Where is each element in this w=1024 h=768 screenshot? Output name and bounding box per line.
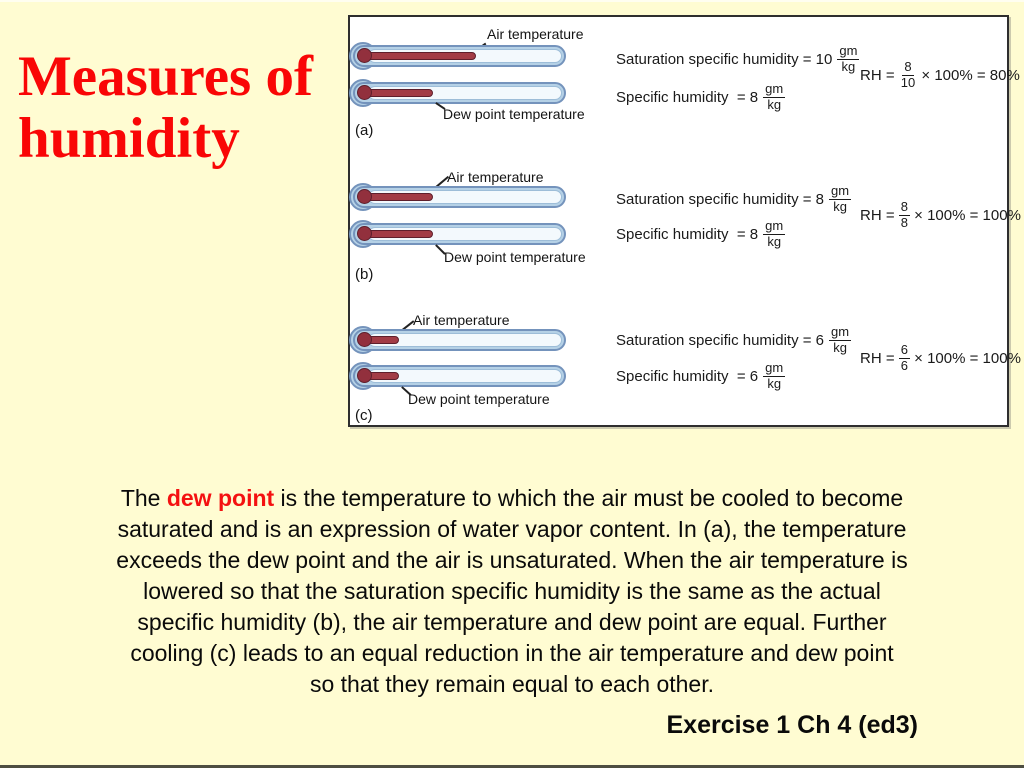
thermometer-air-a bbox=[353, 45, 566, 67]
air-temperature-label-c: Air temperature bbox=[413, 312, 510, 328]
thermometer-bulb bbox=[357, 85, 372, 100]
saturation-humidity-equation-c bbox=[616, 323, 851, 357]
thermometer-dew-c bbox=[353, 365, 566, 387]
slide-top-edge bbox=[0, 0, 1024, 2]
body-text-segment: is the temperature to which the air must be cooled to become bbox=[274, 485, 904, 511]
body-line: saturated and is an expression of water vapor content. In (a), the temperature bbox=[117, 516, 907, 542]
equation-text: × 100% = 100% bbox=[910, 349, 1021, 367]
body-line bbox=[32, 483, 992, 514]
equation-text: Specific humidity = 8 bbox=[616, 88, 759, 106]
thermometer-dew-b bbox=[353, 223, 566, 245]
body-line: so that they remain equal to each other. bbox=[309, 671, 715, 697]
body-text-segment: The bbox=[120, 485, 167, 511]
equation-text: RH = bbox=[860, 206, 899, 224]
thermometer-bulb bbox=[357, 332, 372, 347]
equation-text: RH = bbox=[860, 349, 899, 367]
air-temperature-label-b: Air temperature bbox=[447, 169, 544, 185]
rh-fraction: $\frac{8}{8}$ bbox=[900, 199, 908, 230]
equation-text: RH = bbox=[860, 66, 899, 84]
equation-text: × 100% = 80% bbox=[917, 66, 1020, 84]
rh-equation-b bbox=[860, 198, 1021, 232]
unit-fraction: $\frac{gm}{kg}$ bbox=[765, 218, 784, 249]
rh-fraction: $\frac{8}{10}$ bbox=[900, 59, 916, 90]
page-title bbox=[18, 46, 313, 170]
specific-humidity-equation-a bbox=[616, 80, 785, 114]
equation-text: Saturation specific humidity = 8 bbox=[616, 190, 825, 208]
body-paragraph bbox=[32, 483, 992, 700]
body-line: exceeds the dew point and the air is unsaturated. When the air temperature is bbox=[116, 547, 908, 573]
thermometer-air-c bbox=[353, 329, 566, 351]
thermometer-bulb bbox=[357, 189, 372, 204]
saturation-humidity-equation-b bbox=[616, 182, 851, 216]
unit-fraction: $\frac{gm}{kg}$ bbox=[839, 43, 858, 74]
mercury-column bbox=[361, 52, 476, 60]
dew-point-label-c: Dew point temperature bbox=[408, 391, 550, 407]
thermometer-bulb bbox=[357, 226, 372, 241]
panel-letter-c: (c) bbox=[355, 407, 373, 424]
saturation-humidity-equation-a bbox=[616, 42, 859, 76]
rh-fraction: $\frac{6}{6}$ bbox=[900, 342, 908, 373]
equation-text: × 100% = 100% bbox=[910, 206, 1021, 224]
exercise-reference: Exercise 1 Ch 4 (ed3) bbox=[666, 711, 918, 739]
page-title-line2: humidity bbox=[18, 107, 240, 170]
unit-fraction: $\frac{gm}{kg}$ bbox=[831, 183, 850, 214]
body-line: lowered so that the saturation specific humidity is the same as the actual bbox=[143, 578, 881, 604]
thermometer-bulb bbox=[357, 368, 372, 383]
rh-equation-c bbox=[860, 341, 1021, 375]
dew-point-label-b: Dew point temperature bbox=[444, 249, 586, 265]
body-line: specific humidity (b), the air temperature and dew point are equal. Further bbox=[137, 609, 887, 635]
specific-humidity-equation-c bbox=[616, 359, 785, 393]
equation-text: Saturation specific humidity = 6 bbox=[616, 331, 825, 349]
dew-point-highlight: dew point bbox=[166, 485, 275, 511]
unit-fraction: $\frac{gm}{kg}$ bbox=[831, 324, 850, 355]
equation-text: Specific humidity = 6 bbox=[616, 367, 759, 385]
equation-text: Saturation specific humidity = 10 bbox=[616, 50, 833, 68]
unit-fraction: $\frac{gm}{kg}$ bbox=[765, 81, 784, 112]
equation-text: Specific humidity = 8 bbox=[616, 225, 759, 243]
thermometer-dew-a bbox=[353, 82, 566, 104]
unit-fraction: $\frac{gm}{kg}$ bbox=[765, 360, 784, 391]
rh-equation-a bbox=[860, 58, 1020, 92]
panel-letter-a: (a) bbox=[355, 122, 374, 139]
body-line: cooling (c) leads to an equal reduction in the air temperature and dew point bbox=[130, 640, 894, 666]
panel-letter-b: (b) bbox=[355, 266, 374, 283]
humidity-figure bbox=[348, 15, 1021, 427]
thermometer-air-b bbox=[353, 186, 566, 208]
air-temperature-label-a: Air temperature bbox=[487, 26, 584, 42]
thermometer-bulb bbox=[357, 48, 372, 63]
dew-point-label-a: Dew point temperature bbox=[443, 106, 585, 122]
page-title-line1: Measures of bbox=[18, 45, 313, 108]
specific-humidity-equation-b bbox=[616, 217, 785, 251]
